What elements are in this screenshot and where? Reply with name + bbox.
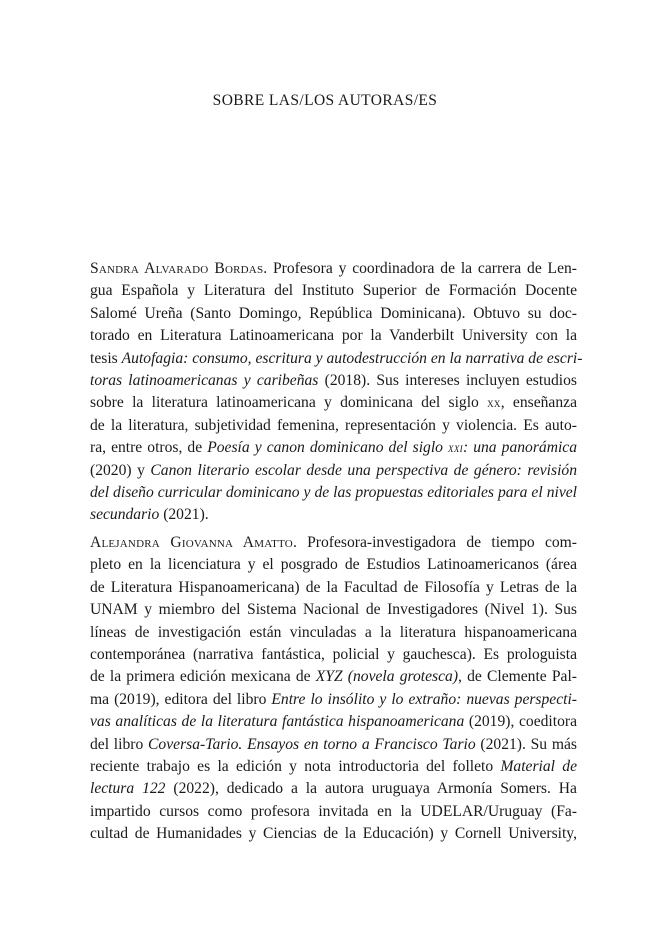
text-line xyxy=(90,756,577,778)
text-line xyxy=(90,599,577,621)
text-run: (2022), dedicado a la autora uruguaya Armonía Somers. Ha xyxy=(165,780,577,798)
text-run: (2021). xyxy=(159,506,209,524)
author-name: Alejandra Giovanna Amatto xyxy=(90,534,293,551)
text-line xyxy=(90,801,577,823)
text-run: (2018). Sus intereses incluyen estudios xyxy=(318,372,578,390)
text-line xyxy=(90,734,577,756)
text-line xyxy=(90,644,577,666)
title-italic: : una panorámica xyxy=(462,439,578,457)
title-italic: del diseño curricular dominicano y de las propuestas editoriales para el nivel xyxy=(90,484,577,502)
author-bio-sandra-alvarado-bordas xyxy=(90,258,583,527)
text-run: impartido cursos como profesora invitada en la UDELAR/Uruguay (Fa- xyxy=(90,802,577,820)
text-run: (2020) y xyxy=(90,461,151,479)
text-line xyxy=(90,778,577,800)
text-run: líneas de investigación están vinculadas a la literatura hispanoamericana xyxy=(90,623,577,641)
text-line xyxy=(90,482,577,504)
text-line xyxy=(90,711,577,733)
title-italic: Entre lo insólito y lo extraño: nuevas perspecti- xyxy=(271,690,577,708)
text-run: , de Clemente Pal- xyxy=(458,668,577,686)
text-line xyxy=(90,392,577,414)
title-italic: Autofagia: consumo, escritura y autodestrucción en la narrativa de escri- xyxy=(121,349,583,367)
century-numeral: xxi xyxy=(448,441,463,456)
title-italic: Canon literario escolar desde una perspectiva de género: revisión xyxy=(150,461,577,479)
text-run: ra, entre otros, de xyxy=(90,439,208,457)
text-run: , enseñanza xyxy=(500,394,577,412)
century-numeral: xx xyxy=(487,396,501,411)
title-italic: Poesía y canon dominicano del siglo xyxy=(207,439,449,457)
author-name: Sandra Alvarado Bordas xyxy=(90,260,264,277)
text-run: UNAM y miembro del Sistema Nacional de Investigadores (Nivel 1). Sus xyxy=(90,601,577,619)
text-run: Salomé Ureña (Santo Domingo, República Dominicana). Obtuvo su doc- xyxy=(90,304,577,322)
text-line xyxy=(90,666,577,688)
title-italic: secundario xyxy=(90,506,160,524)
title-italic: lectura 122 xyxy=(90,780,166,798)
text-run: . Profesora-investigadora de tiempo com- xyxy=(292,534,578,551)
text-run: tesis xyxy=(90,349,122,367)
text-line xyxy=(90,437,577,459)
text-line xyxy=(90,370,577,392)
text-run: del libro xyxy=(90,735,149,753)
text-run: torado en Literatura Latinoamericana por la Vanderbilt University con la xyxy=(90,327,577,345)
author-bio-alejandra-giovanna-amatto xyxy=(90,532,577,846)
text-line xyxy=(90,577,577,599)
text-run: de la primera edición mexicana de xyxy=(90,668,316,686)
text-run: (2019), coeditora xyxy=(464,713,577,731)
title-italic: Material de xyxy=(500,758,577,776)
text-line xyxy=(90,554,577,576)
text-run: reciente trabajo es la edición y nota introductoria del folleto xyxy=(90,758,501,776)
text-line xyxy=(90,415,577,437)
text-run: cultad de Humanidades y Ciencias de la Educación) y Cornell University, xyxy=(90,825,577,843)
text-line xyxy=(90,280,577,302)
text-line xyxy=(90,460,577,482)
text-run: de la literatura, subjetividad femenina, representación y violencia. Es auto- xyxy=(90,416,577,434)
text-line xyxy=(90,325,577,347)
text-run: . Profesora y coordinadora de la carrera de Len- xyxy=(263,260,577,277)
text-line xyxy=(90,348,583,370)
text-line xyxy=(90,258,577,280)
text-run: gua Española y Literatura del Instituto Superior de Formación Docente xyxy=(90,282,577,300)
text-run: contemporánea (narrativa fantástica, policial y gauchesca). Es prologuista xyxy=(90,646,577,664)
title-italic: toras latinoamericanas y caribeñas xyxy=(90,372,319,390)
title-italic: XYZ (novela grotesca) xyxy=(315,668,459,686)
text-run: de Literatura Hispanoamericana) de la Facultad de Filosofía y Letras de la xyxy=(90,578,577,596)
title-italic: Coversa-Tario. Ensayos en torno a Francisco Tario xyxy=(148,735,476,753)
text-line xyxy=(90,689,577,711)
text-run: ma (2019), editora del libro xyxy=(90,690,272,708)
text-line xyxy=(90,823,577,845)
text-run: sobre la literatura latinoamericana y dominicana del siglo xyxy=(90,394,488,412)
page-title: SOBRE LAS/LOS AUTORAS/ES xyxy=(212,92,438,109)
text-line xyxy=(90,532,577,554)
text-line xyxy=(90,303,577,325)
title-italic: vas analíticas de la literatura fantástica hispanoamericana xyxy=(90,713,465,731)
text-line xyxy=(90,504,577,526)
text-run: (2021). Su más xyxy=(475,735,577,753)
text-run: pleto en la licenciatura y el posgrado de Estudios Latinoamericanos (área xyxy=(90,556,577,574)
text-line xyxy=(90,622,577,644)
